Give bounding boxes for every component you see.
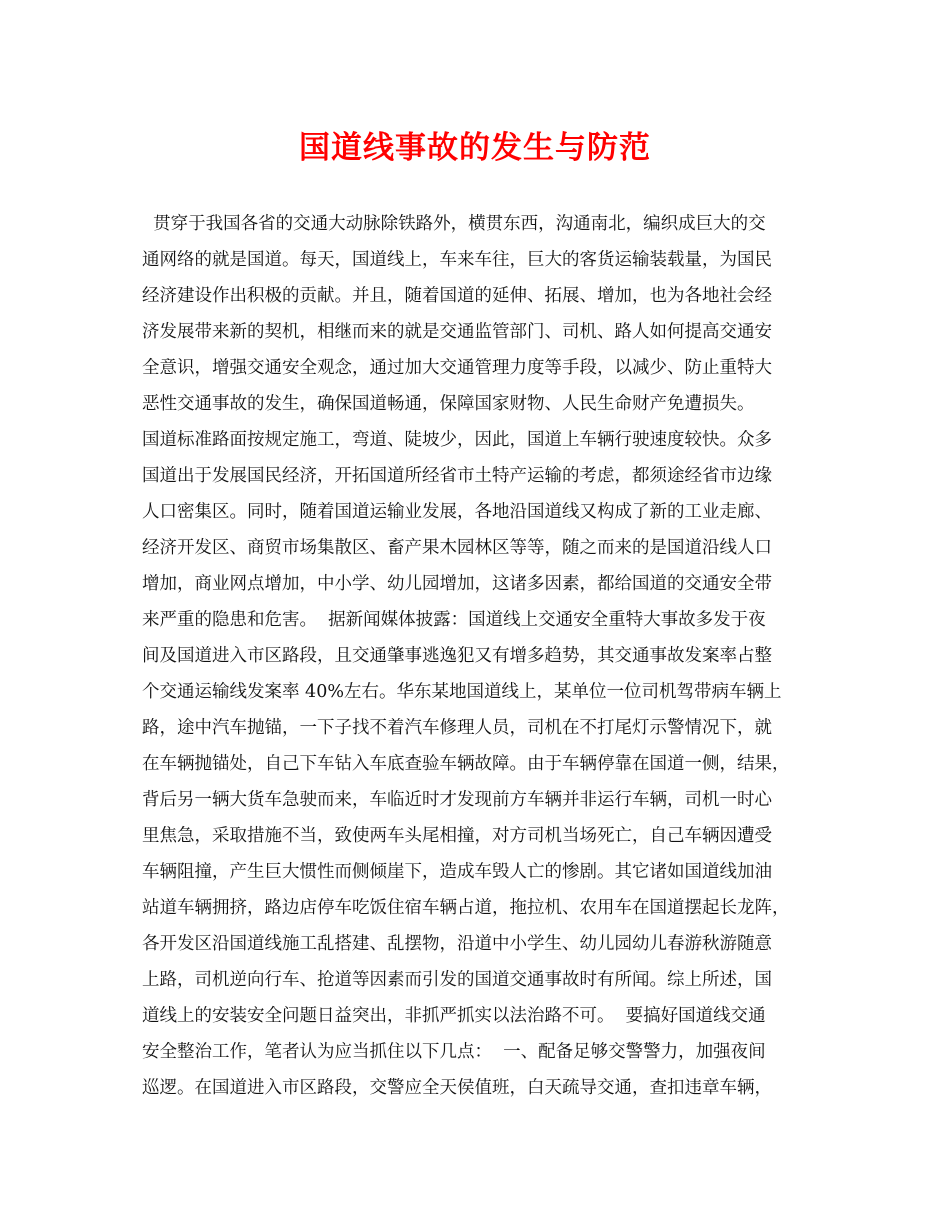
body-line: 增加，商业网点增加，中小学、幼儿园增加，这诸多因素，都给国道的交通安全带: [142, 574, 772, 594]
body-line: 安全整治工作，笔者认为应当抓住以下几点： 一、配备足够交警警力，加强夜间: [142, 1042, 766, 1062]
body-line: 经济开发区、商贸市场集散区、畜产果木园林区等等，随之而来的是国道沿线人口: [142, 538, 772, 558]
body-line: 国道标准路面按规定施工，弯道、陡坡少，因此，国道上车辆行驶速度较快。众多: [142, 430, 772, 450]
body-line: 巡逻。在国道进入市区路段，交警应全天侯值班，白天疏导交通，查扣违章车辆，: [142, 1078, 772, 1098]
body-line: 站道车辆拥挤，路边店停车吃饭住宿车辆占道，拖拉机、农用车在国道摆起长龙阵，: [142, 898, 790, 918]
body-line: 来严重的隐患和危害。 据新闻媒体披露：国道线上交通安全重特大事故多发于夜: [142, 610, 766, 630]
body-line: 各开发区沿国道线施工乱搭建、乱摆物，沿道中小学生、幼儿园幼儿春游秋游随意: [142, 934, 772, 954]
body-line: 人口密集区。同时，随着国道运输业发展，各地沿国道线又构成了新的工业走廊、: [142, 502, 772, 522]
body-line: 贯穿于我国各省的交通大动脉除铁路外，横贯东西，沟通南北，编织成巨大的交: [142, 214, 766, 234]
body-line: 车辆阻撞，产生巨大惯性而侧倾崖下，造成车毁人亡的惨剧。其它诸如国道线加油: [142, 862, 772, 882]
body-line: 道线上的安装安全问题日益突出，非抓严抓实以法治路不可。 要搞好国道线交通: [142, 1006, 766, 1026]
document-title: 国道线事故的发生与防范: [299, 130, 651, 166]
body-line: 在车辆抛锚处，自己下车钻入车底查验车辆故障。由于车辆停靠在国道一侧，结果，: [142, 754, 790, 774]
body-line: 路，途中汽车抛锚，一下子找不着汽车修理人员，司机在不打尾灯示警情况下，就: [142, 718, 772, 738]
body-line: 上路，司机逆向行车、抢道等因素而引发的国道交通事故时有所闻。综上所述，国: [142, 970, 772, 990]
body-line: 全意识，增强交通安全观念，通过加大交通管理力度等手段，以减少、防止重特大: [142, 358, 772, 378]
body-line: 背后另一辆大货车急驶而来，车临近时才发现前方车辆并非运行车辆，司机一时心: [142, 790, 772, 810]
body-line: 经济建设作出积极的贡献。并且，随着国道的延伸、拓展、增加，也为各地社会经: [142, 286, 772, 306]
body-line: 通网络的就是国道。每天，国道线上，车来车往，巨大的客货运输装载量，为国民: [142, 250, 772, 270]
body-line: 里焦急，采取措施不当，致使两车头尾相撞，对方司机当场死亡，自己车辆因遭受: [142, 826, 772, 846]
document-body: [142, 206, 832, 1106]
body-line: 国道出于发展国民经济，开拓国道所经省市土特产运输的考虑，都须途经省市边缘: [142, 466, 772, 486]
body-line: 恶性交通事故的发生，确保国道畅通，保障国家财物、人民生命财产免遭损失。: [142, 394, 755, 414]
body-line: 间及国道进入市区路段，且交通肇事逃逸犯又有增多趋势，其交通事故发案率占整: [142, 646, 772, 666]
body-line: 济发展带来新的契机，相继而来的就是交通监管部门、司机、路人如何提高交通安: [142, 322, 772, 342]
body-line: 个交通运输线发案率 40%左右。华东某地国道线上，某单位一位司机驾带病车辆上: [142, 682, 782, 702]
